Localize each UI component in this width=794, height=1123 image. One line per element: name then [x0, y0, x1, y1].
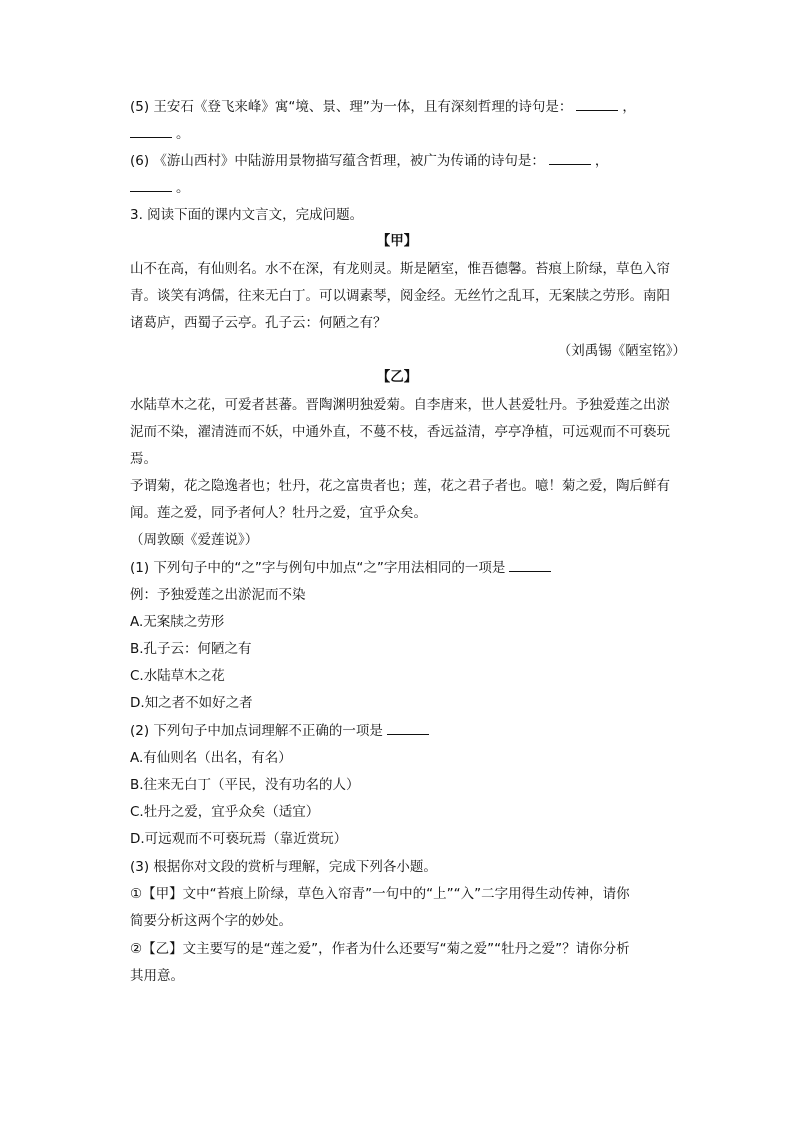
passage-yi-line: 焉。: [130, 451, 157, 467]
answer-blank[interactable]: [576, 96, 618, 111]
passage-jia-line: 山不在高，有仙则名。水不在深，有龙则灵。斯是陋室，惟吾德馨。苔痕上阶绿，草色入帘: [130, 261, 670, 277]
question-5: [130, 96, 690, 118]
passage-yi-source: （周敦颐《爱莲说》）: [130, 532, 259, 548]
passage-jia-heading: 【甲】: [376, 233, 418, 249]
sub-question-2-stem: (2) 下列句子中加点词理解不正确的一项是: [130, 723, 383, 739]
punctuation: ，: [622, 99, 636, 115]
sub-question-2: [130, 720, 690, 742]
passage-yi-line: 泥而不染，濯清涟而不妖，中通外直，不蔓不枝，香远益清，亭亭净植，可远观而不可亵玩: [130, 424, 670, 440]
punctuation: 。: [176, 126, 190, 142]
passage-yi-heading: 【乙】: [376, 369, 418, 385]
sub-question-3-stem: (3) 根据你对文段的赏析与理解，完成下列各小题。: [130, 859, 437, 875]
sub-question-1-example: 例：予独爱莲之出淤泥而不染: [130, 587, 306, 603]
answer-blank[interactable]: [549, 150, 591, 165]
answer-blank[interactable]: [509, 557, 551, 572]
passage-yi-line: 水陆草木之花，可爱者甚蕃。晋陶渊明独爱菊。自李唐来，世人甚爱牡丹。予独爱莲之出淤: [130, 397, 670, 413]
question-6-text: (6) 《游山西村》中陆游用景物描写蕴含哲理，被广为传诵的诗句是：: [130, 153, 545, 169]
option-b[interactable]: B.往来无白丁（平民，没有功名的人）: [130, 777, 360, 793]
answer-blank[interactable]: [130, 123, 172, 138]
sub-question-3-2: 其用意。: [130, 968, 184, 984]
passage-jia-line: 青。谈笑有鸿儒，往来无白丁。可以调素琴，阅金经。无丝竹之乱耳，无案牍之劳形。南阳: [130, 288, 670, 304]
sub-question-1: [130, 557, 690, 579]
option-a[interactable]: A.无案牍之劳形: [130, 614, 225, 630]
sub-question-3-2: ②【乙】文主要写的是“莲之爱”，作者为什么还要写“菊之爱”“牡丹之爱”？请你分析: [130, 941, 630, 957]
option-b[interactable]: B.孔子云：何陋之有: [130, 641, 252, 657]
sub-question-3-1: ①【甲】文中“苔痕上阶绿，草色入帘青”一句中的“上”“入”二字用得生动传神，请你: [130, 886, 630, 902]
answer-blank[interactable]: [130, 177, 172, 192]
option-c[interactable]: C.牡丹之爱，宜乎众矣（适宜）: [130, 804, 320, 820]
question-5-line2: [130, 123, 690, 145]
answer-blank[interactable]: [387, 720, 429, 735]
question-3-intro: 3. 阅读下面的课内文言文，完成问题。: [130, 207, 364, 223]
option-d[interactable]: D.可远观而不可亵玩焉（靠近赏玩）: [130, 831, 348, 847]
option-c[interactable]: C.水陆草木之花: [130, 668, 225, 684]
passage-yi-line: 予谓菊，花之隐逸者也；牡丹，花之富贵者也；莲，花之君子者也。噫！菊之爱，陶后鲜有: [130, 478, 670, 494]
question-6-line2: [130, 177, 690, 199]
sub-question-3-1: 简要分析这两个字的妙处。: [130, 913, 292, 929]
punctuation: ，: [594, 153, 609, 169]
passage-jia-source: （刘禹锡《陋室铭》）: [557, 343, 686, 359]
passage-yi-line: 闻。莲之爱，同予者何人？牡丹之爱，宜乎众矣。: [130, 505, 427, 521]
punctuation: 。: [176, 180, 190, 196]
passage-jia-line: 诸葛庐，西蜀子云亭。孔子云：何陋之有？: [130, 315, 387, 331]
sub-question-1-stem: (1) 下列句子中的“之”字与例句中加点“之”字用法相同的一项是: [130, 560, 506, 576]
question-6: [130, 150, 690, 172]
option-d[interactable]: D.知之者不如好之者: [130, 695, 253, 711]
question-5-text: (5) 王安石《登飞来峰》寓“境、景、理”为一体，且有深刻哲理的诗句是：: [130, 99, 573, 115]
option-a[interactable]: A.有仙则名（出名，有名）: [130, 750, 292, 766]
